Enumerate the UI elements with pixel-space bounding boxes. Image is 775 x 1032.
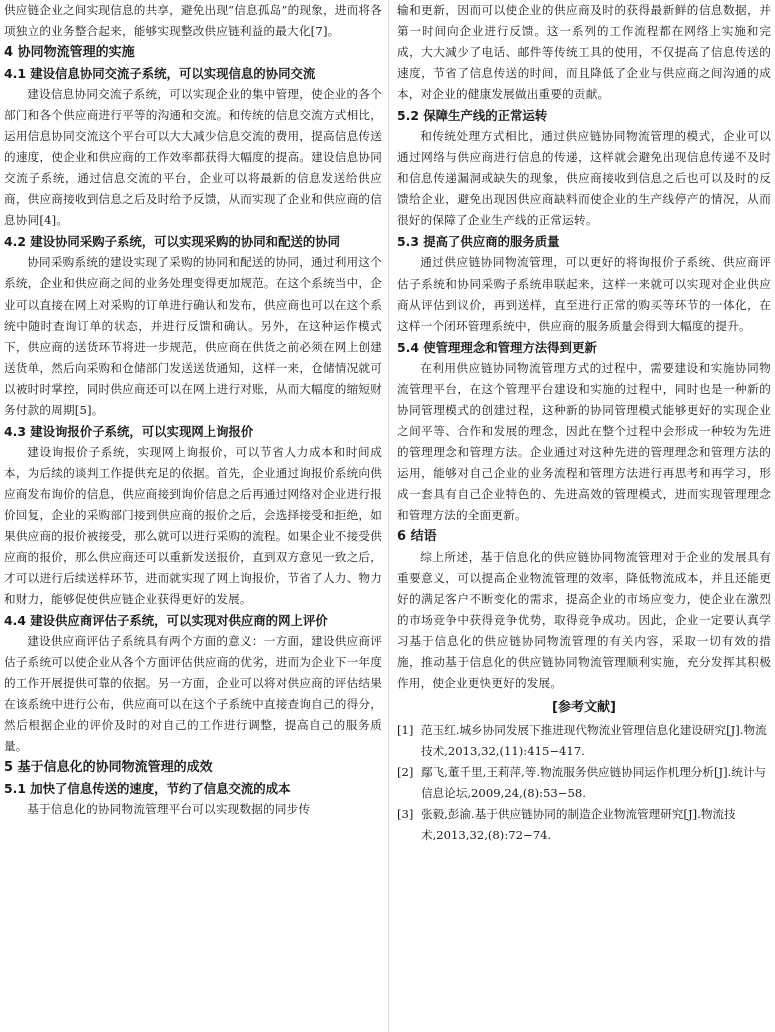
section-5-1-paragraph-start: 基于信息化的协同物流管理平台可以实现数据的同步传	[27, 802, 311, 817]
section-5-1-heading: 5.1 加快了信息传送的速度，节约了信息交流的成本	[4, 781, 291, 797]
reference-item	[397, 762, 771, 804]
left-column	[4, 0, 382, 1032]
section-5-4-paragraph: 在利用供应链协同物流管理方式的过程中，需要建设和实施协同物流管理平台，在这个管理平台建设和实施的过程中，同时也是一种新的协同管理模式的创建过程，这种新的协同管理模式能够更好的实现企业之间平等、合作和发展的理念，因此在整个过程中会形成一种较为先进的管理理念和管理方法。企业通过对这种先进的管理理念和管理方法的运用，能够对自己企业的业务流程和管理方法进行再思考和再学习，形成一套具有自己企业特色的、先进高效的管理模式，进而实现管理理念和管理方法的全面更新。	[397, 360, 771, 522]
section-4-heading: 4 协同物流管理的实施	[4, 45, 135, 61]
section-4-4-heading: 4.4 建设供应商评估子系统，可以实现对供应商的网上评价	[4, 613, 328, 629]
reference-item	[397, 720, 771, 762]
section-4-2-heading: 4.2 建设协同采购子系统，可以实现采购的协同和配送的协同	[4, 234, 341, 250]
reference-text: 张毅,彭渝.基于供应链协同的制造企业物流管理研究[J].物流技术,2013,32,(8):72−74.	[421, 807, 736, 843]
section-4-3-paragraph: 建设询报价子系统，实现网上询报价，可以节省人力成本和时间成本，为后续的谈判工作提供充足的依据。首先，企业通过询报价系统向供应商发布询价的信息，供应商接到询价信息之后再通过网络对企业进行报价回复，企业的采购部门接到供应商的报价之后，会选择接受和拒绝，如果供应商的报价被接受，那么就可以进行采购的流程。如果企业不接受供应商的报价，那么供应商还可以重新发送报价，直到双方意见一致之后，才可以进行后续送样环节，进而就实现了网上询报价，节省了人力、物力和财力，能够促使供应链企业获得更好的发展。	[4, 444, 382, 607]
section-5-2-heading: 5.2 保障生产线的正常运转	[397, 108, 548, 124]
intro-paragraph: 供应链企业之间实现信息的共享，避免出现“信息孤岛”的现象，进而将各项独立的业务整合起来，能够实现整改供应链利益的最大化[7]。	[4, 3, 382, 39]
reference-number: [3]	[397, 807, 414, 822]
conclusion-paragraph: 综上所述，基于信息化的供应链协同物流管理对于企业的发展具有重要意义，可以提高企业物流管理的效率，降低物流成本，并且还能更好的满足客户不断变化的需求，提高企业的市场应变力，使企业在激烈的市场竞争中获得竞争优势，取得竞争成功。因此，企业一定要认真学习基于信息化的供应链协同物流管理的有关内容，采取一切有效的措施，推动基于信息化的供应链协同物流管理顺利实施，充分发挥其积极作用，使企业更快更好的发展。	[397, 550, 771, 691]
reference-item	[397, 804, 771, 846]
reference-list	[397, 720, 771, 846]
section-5-1-paragraph-continued: 输和更新，因而可以使企业的供应商及时的获得最新鲜的信息数据，并第一时间向企业进行反馈。这一系列的工作流程都在网络上实施和完成，大大减少了电话、邮件等传统工具的使用，不仅提高了信息传送的速度，节省了信息传送的时间，而且降低了企业与供应商之间沟通的成本，对企业的健康发展做出重要的贡献。	[397, 3, 771, 102]
section-6-heading: 6 结语	[397, 529, 437, 545]
section-5-3-heading: 5.3 提高了供应商的服务质量	[397, 234, 560, 250]
reference-text: 范玉红.城乡协同发展下推进现代物流业管理信息化建设研究[J].物流技术,2013,32,(11):415−417.	[421, 723, 767, 759]
section-5-2-paragraph: 和传统处理方式相比，通过供应链协同物流管理的模式，企业可以通过网络与供应商进行信息的传递，这样就会避免出现信息传递不及时和信息传递漏洞或缺失的现象，供应商接收到信息之后也可以及时的反馈给企业，避免出现因供应商缺料而使企业的生产线停产的情况，从而很好的保障了企业生产线的正常运转。	[397, 129, 771, 228]
section-5-heading: 5 基于信息化的协同物流管理的成效	[4, 760, 213, 776]
section-4-2-paragraph: 协同采购系统的建设实现了采购的协同和配送的协同，通过利用这个系统，企业和供应商之间的业务处理变得更加规范。在这个系统当中，企业可以直接在网上对采购的订单进行确认和发布，供应商也可以在这个系统中随时查询订单的状态，并进行反馈和确认。另外，在这种运作模式下，供应商的送货环节将进一步规范，供应商在供货之前必须在网上创建送货单，然后向采购和仓储部门发送送货通知，这样一来，仓储情况就可以被时时掌控，同时供应商还可以在网上进行对账，从而大幅度的缩短财务付款的周期[5]。	[4, 255, 382, 417]
references-heading: [参考文献]	[552, 700, 616, 716]
section-5-3-paragraph: 通过供应链协同物流管理，可以更好的将询报价子系统、供应商评估子系统和协同采购子系统串联起来，这样一来就可以实现对企业供应商从评估到议价，再到送样，直至进行正常的购买等环节的一体化，在这样一个闭环管理系统中，供应商的服务质量会得到大幅度的提升。	[397, 255, 771, 333]
reference-number: [1]	[397, 723, 414, 738]
reference-text: 鄢飞,董千里,王莉萍,等.物流服务供应链协同运作机理分析[J].统计与信息论坛,2009,24,(8):53−58.	[421, 765, 767, 801]
section-4-4-paragraph: 建设供应商评估子系统具有两个方面的意义：一方面，建设供应商评估子系统可以使企业从各个方面评估供应商的优劣，进而为企业下一年度的工作开展提供可靠的依据。另一方面，企业可以将对供应商的评估结果在该系统中进行公布，供应商可以在这个子系统中直接查询自己的得分，然后根据企业的评价及时的对自己的工作进行调整，提高自己的服务质量。	[4, 634, 382, 754]
section-4-3-heading: 4.3 建设询报价子系统，可以实现网上询报价	[4, 423, 254, 439]
section-4-1-heading: 4.1 建设信息协同交流子系统，可以实现信息的协同交流	[4, 66, 316, 82]
column-divider	[388, 0, 389, 1032]
reference-number: [2]	[397, 765, 414, 780]
right-column	[397, 0, 771, 1032]
section-4-1-paragraph: 建设信息协同交流子系统，可以实现企业的集中管理，使企业的各个部门和各个供应商进行平等的沟通和交流。和传统的信息交流方式相比，运用信息协同交流这个平台可以大大减少信息交流的费用，提高信息传送的速度，使企业和供应商的工作效率都获得大幅度的提高。建设信息协同交流子系统，通过信息交流的平台，企业可以将最新的信息发送给供应商，供应商接收到信息之后及时给予反馈，从而实现了企业和供应商的信息协同[4]。	[4, 87, 382, 228]
section-5-4-heading: 5.4 使管理理念和管理方法得到更新	[397, 339, 597, 355]
